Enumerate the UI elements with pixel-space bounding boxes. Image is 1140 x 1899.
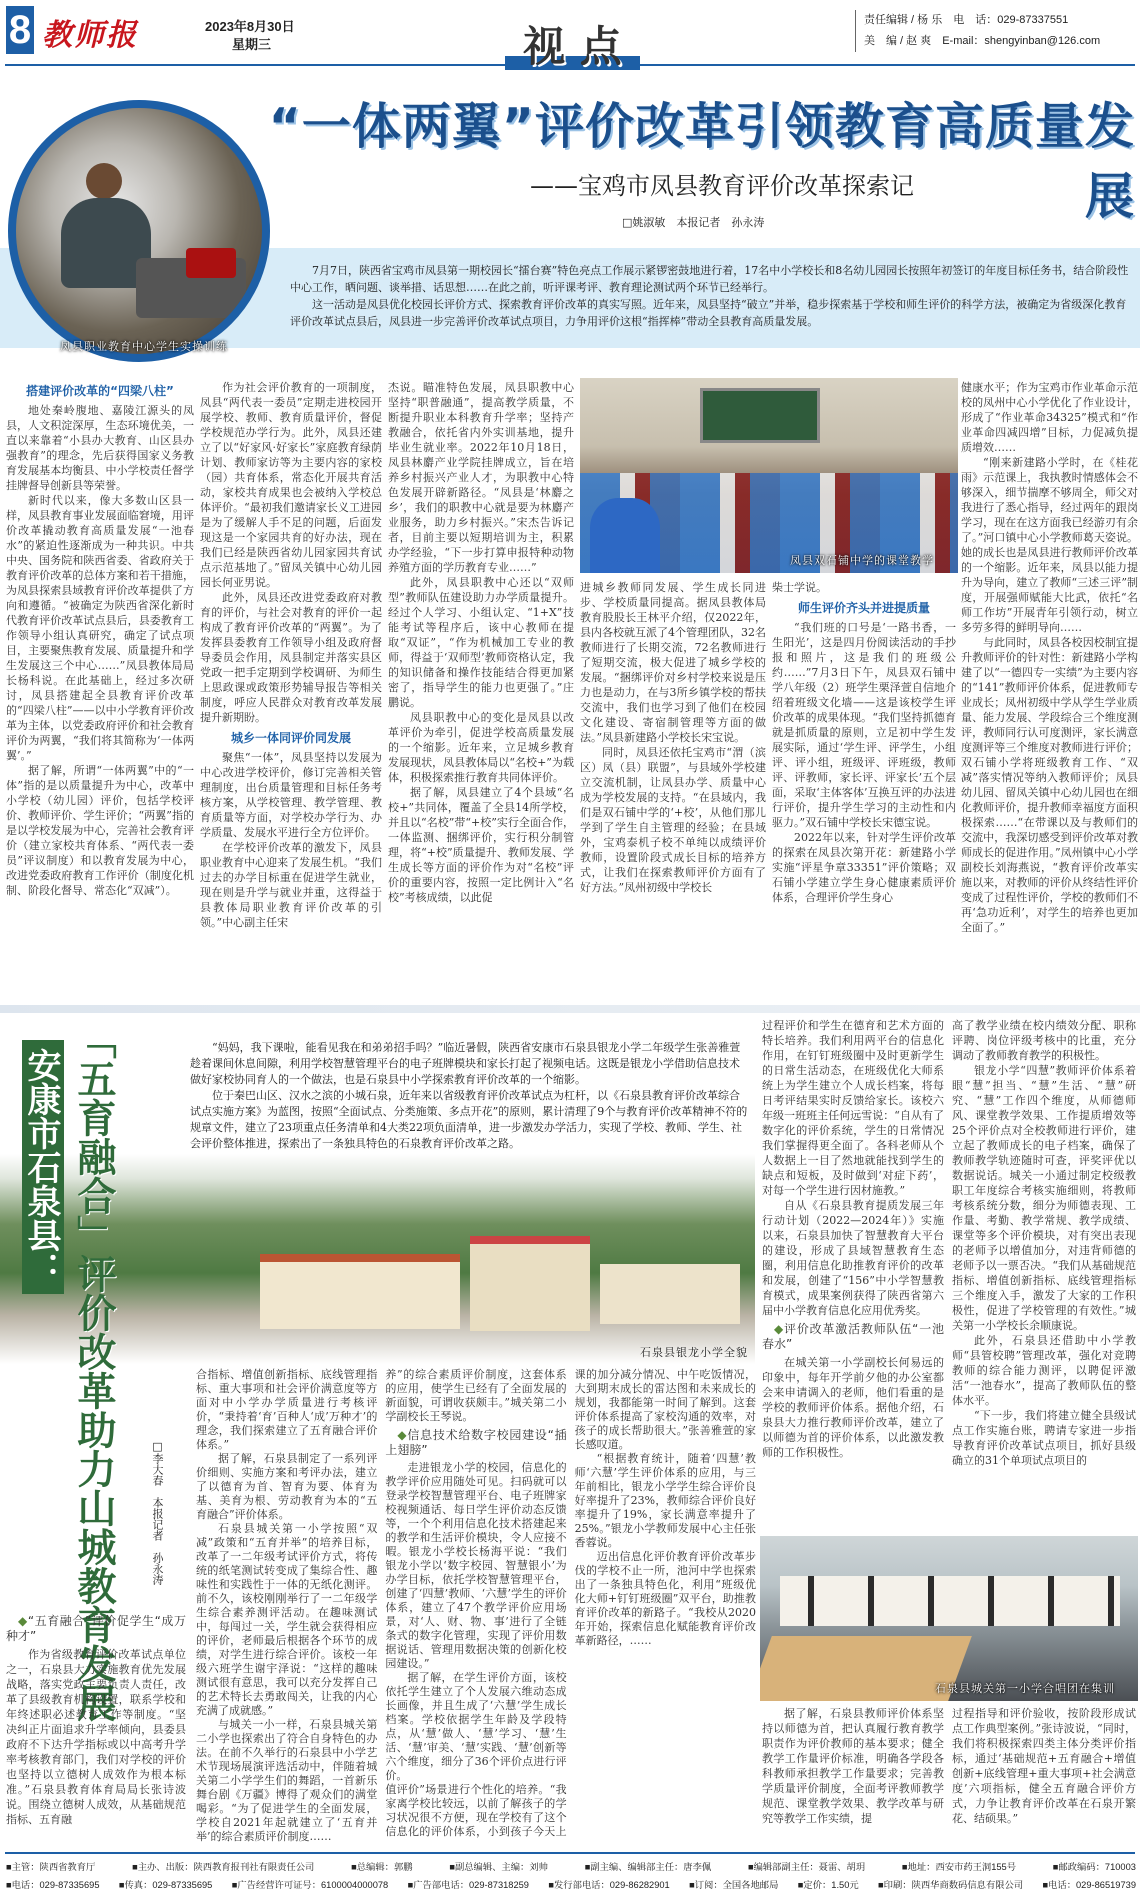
paragraph: 过程指导和评价验收，按阶段形成试点工作典型案例。”张诗波说，“同时，我们将积极探索四类主体分类评价指标，通过‘基础规范+五育融合+增值创新+底线管理+重大事项+社会满意度’六项指标，健全五育融合评价方式，力争让教育评价改革在石泉开繁花、结硕果。” xyxy=(952,1707,1136,1825)
a2-column-7 xyxy=(762,1706,944,1826)
footer-item: ■总编辑：郭鹏 xyxy=(351,1862,413,1872)
intro-text xyxy=(290,262,1130,330)
editor-line: 责任编辑 / 杨 乐 电 话：029-87337551 xyxy=(864,14,1069,26)
intro-paragraph: 位于秦巴山区、汉水之滨的小城石泉，近年来以省级教育评价改革试点为杠杆，以《石泉县教育评价改革综合试点实施方案》为蓝图，按照“全面试点、分类施策、多点开花”的原则，累计清理了9个与教育评价改革精神不符的规章文件，建立了23项重点任务清单和4大类22项负面清单，进一步激发办学活力，实现了学校、教师、学生、社会评价整体推进，探索出了一条独具特色的石泉教育评价改革之路。 xyxy=(190,1089,748,1150)
footer-item: ■定价：1.50元 xyxy=(797,1880,859,1890)
footer-item: ■电话：029-87335695 xyxy=(6,1880,100,1890)
paragraph: 与此同时，凤县各校因校制宜提升教师评价的针对性：新建路小学构建了以“一德四专一实绩”为主要内容的“141”教师评价体系，促进教师专业成长；凤州初级中学从学生学业质量、能力发展、学段综合三个维度测评，教师同行认可度测评，家长满意度测评等三个维度对教师进行评价；双石铺小学将班级教育工作、“双减”落实情况等纳入教师评价；凤县幼儿园、留凤关镇中心幼儿园也在细化教师评价，提升教师幸福度方面积极探索……“在带课以及与教师们的交流中，我深切感受到评价改革对教师成长的促进作用。”凤州镇中心小学副校长刘海燕说，“教育评价改革实施以来，对教师的评价从终结性评价变成了过程性评价，学校的教师们不再‘急功近利’，对学生的培养也更加全面了。” xyxy=(961,636,1138,934)
paragraph: “我们班的口号是‘一路书香，一生阳光’，这是四月份阅读活动的手抄报和照片，这是我们的班级公约……”7月3日下午，凤县双石铺中学八年级（2）班学生栗泽萱自信地介绍着班级文化墙——这是该校学生评价改革的成果体现。“我们坚持抓德育就是抓质量的原则，立足初中学生发展实际，通过‘学生评、评学生，小组评、评小组，班级评、评班级，教师评、评教师，家长评、评家长’五个层面，采取‘主体客体’互换互评的办法进行评价，提升学生学习的主动性和内驱力。”双石铺中学校长宋德宝说。 xyxy=(772,621,956,829)
subheading: ◆评价改革激活教师队伍“一池春水” xyxy=(762,1322,945,1351)
paragraph: 地处秦岭腹地、嘉陵江源头的凤县，人文积淀深厚，生态环境优美，一直以来靠着“小县办大教育、山区县办强教育”的理念，先后获得国家义务教育发展基本均衡县、中小学校责任督学挂牌督导创新县等荣誉。 xyxy=(6,404,194,492)
a1-column-3 xyxy=(388,380,574,905)
paragraph: 新时代以来，像大多数山区县一样，凤县教育事业发展面临窘境，用评价改革撬动教育高质量发展“一池春水”的紧迫性逐渐成为一种共识。中共中央、国务院和陕西省委、省政府关于教育评价改革的总体方案和若干措施，为凤县探索县域教育评价改革提供了方向和遵循。“被确定为陕西省深化新时代教育评价改革试点县后，县委教育工作领导小组认真研究，确定了试点项目，主要聚焦教育发展、质量提升和学生发展这三个中心……”凤县教体局局长杨科说。在此基础上，经过多次研讨，凤县搭建起全县教育评价改革的“四梁八柱”——以中小学教育评价改革为主体，以党委政府评价和社会教育评价为两翼，“我们将其简称为‘一体两翼’。” xyxy=(6,494,194,762)
paragraph: 在城关第一小学副校长何易远的印象中，每年开学前夕他的办公室都会来申请调入的老师，他们看重的是学校的教师评价体系。据他介绍，石泉县大力推行教师评价改革，建立了以师德为首的评价体系，以此激发教师的工作积极性。 xyxy=(762,1356,944,1459)
paragraph: 此外，石泉县还借助中小学教师“县管校聘”管理改革，强化对竞聘教师的综合能力测评，以聘促评激活“一池春水”，提高了教师队伍的整体水平。 xyxy=(952,1334,1136,1407)
a2-bottom-columns xyxy=(196,1368,756,1846)
a2-byline: □李大春 本报记者 孙永涛 xyxy=(151,1440,164,1585)
paragraph: 自从《石泉县教育提质发展三年行动计划（2022—2024年）》实施以来，石泉县加快了智慧教育大平台的建设，形成了县域智慧教育生态圈，利用信息化助推教育评价的改革和发展，创建了“156”中小学智慧教育模式，成果案例获得了陕西省第六届中小学教育信息化应用优秀奖。 xyxy=(762,1199,944,1317)
a2-column-1 xyxy=(6,1610,186,1827)
footer-item: ■邮政编码：710003 xyxy=(1052,1862,1136,1872)
classroom-photo-caption: 凤县双石铺中学的课堂教学 xyxy=(790,554,934,567)
diamond-icon: ◆ xyxy=(774,1322,785,1336)
footer-item: ■广告部电话：029-87318259 xyxy=(407,1880,529,1890)
footer-item: ■电话：029-86519739 xyxy=(1042,1880,1136,1890)
footer-item: ■发行部电话：029-86282901 xyxy=(548,1880,670,1890)
subheading: 搭建评价改革的“四梁八柱” xyxy=(26,384,174,398)
paragraph: 作为社会评价教育的一项制度，凤县“两代表一委员”定期走进校园开展学校、教师、教育质量评价，督促学校规范办学行为。此外，凤县还建立了以“好家风·好家长”家庭教育绿荫计划、教师家访等为主要内容的家校（园）共育体系，常态化开展共育活动，家校共育成果也会被纳入学校总体评价。“最初我们邀请家长义工进园是为了缓解人手不足的问题，后面发现这是一个家园共育的好办法，现在我们已经是陕西省幼儿园家园共育试点示范基地了。”留凤关镇中心幼儿园园长何亚男说。 xyxy=(200,381,382,589)
subheading: 师生评价齐头并进提质量 xyxy=(797,601,930,615)
issue-date: 2023年8月30日 xyxy=(205,19,295,34)
footer-row-2 xyxy=(6,1876,1136,1894)
paragraph: 与城关一小一样，石泉县城关第二小学也探索出了符合自身特色的办法。在前不久举行的石泉县中小学艺术节现场展演评选活动中，伴随着城关第二小学学生们的舞蹈，一首新乐舞台剧《万疆》博得了观众们的满堂喝彩。“为了促进学生的全面发展，学校自2021年起就建立了‘五育并举’的综合素质评价制度…… xyxy=(196,1718,378,1843)
paragraph: 高了教学业绩在校内绩效分配、职称评聘、岗位评级考核中的比重，充分调动了教师教育教学的积极性。 xyxy=(952,1019,1136,1062)
footer-item: ■编辑部副主任：聂雷、胡玥 xyxy=(747,1862,866,1872)
paragraph: 健康水平；作为宝鸡市作业革命示范校的凤州中心小学优化了作业设计，形成了“作业革命34325”模式和“作业革命四减四增”目标，力促减负提质增效…… xyxy=(961,381,1138,454)
paragraph: “下一步，我们将建立健全县级试点工作实施台账，聘请专家进一步指导教育评价改革试点项目，抓好县级确立的31个单项试点项目的 xyxy=(952,1409,1136,1467)
paragraph: 银龙小学“四慧”教师评价体系着眼“慧”担当、“慧”生活、“慧”研究、“慧”工作四个维度，从师德师风、课堂教学效果、工作提质增效等25个评价点对全校教师进行评价，建立起了教师成长的电子档案，确保了教师教学轨迹随时可查，评奖评优以数据说话。城关一小通过制定校级教职工年度综合考核实施细则，将教师考核系统分数，细分为师德表现、工作量、考勤、教学常规、教学成绩、课堂等多个评价模块，对有突出表现的老师予以增值加分，对违背师德的老师予以一票否决。“我们从基础规范指标、增值创新指标、底线管理指标三个维度入手，激发了大家的工作积极性，促进了学校管理的有效性。”城关第一小学校长余顺康说。 xyxy=(952,1064,1136,1332)
paragraph: 杰说。瞄准特色发展，凤县职教中心坚持“职普融通”，提高教学质量，不断提升职业本科教育升学率；坚持产教融合，依托省内外实训基地，提升毕业生就业率。2022年10月18日，凤县林麝产业学院挂牌成立，旨在培养乡村振兴产业人才，为职教中心特色发展开辟新路径。“凤县是‘林麝之乡’，我们的职教中心就是要为林麝产业服务，助力乡村振兴。”宋杰告诉记者，目前主要以短期培训为主，积累办学经验，“下一步打算申报特种动物养殖方面的学历教育专业……” xyxy=(388,381,574,574)
intro-paragraph: 这一活动是凤县优化校园长评价方式、探索教育评价改革的真实写照。近年来，凤县坚持“破立”并举，稳步探索基于学校和师生评价的科学方法，被确定为省级深化教育评价改革试点县后，凤县进一步完善评价改革试点项目，力争用评价这根“指挥棒”带动全县教育高质量发展。 xyxy=(290,298,1127,328)
page-number: 8 xyxy=(6,6,34,54)
footer-item: ■主管：陕西省教育厅 xyxy=(6,1862,96,1872)
paragraph: 此外，凤县职教中心还以“双师型”教师队伍建设助力办学质量提升。经过个人学习、小组认定、“1+X”技能考试等程序后，该中心教师在提取“双证”，“作为机械加工专业的教师，得益于‘双师型’教师资格认定，我的知识储备和操作技能结合得更加紧密了，指导学生的能力也更强了。”庄鹏说。 xyxy=(388,576,574,709)
intro-paragraph: 7月7日，陕西省宝鸡市凤县第一期校园长“擂台赛”特色亮点工作展示紧锣密鼓地进行着，17名中小学校长和8名幼儿园园长按照年初签订的年度目标任务书，结合阶段性中心工作，晒问题、谈举措、话思想……在此之前，听评课考评、教育理论测试两个环节已经举行。 xyxy=(290,264,1129,294)
newspaper-logo: 教师报 xyxy=(42,18,138,53)
byline: □姚淑敏 本报记者 孙永涛 xyxy=(622,216,765,229)
paragraph: 走进银龙小学的校园，信息化的教学评价应用随处可见。扫码就可以登录学校智慧管理平台、电子班牌家校视频通话、每日学生评价动态反馈等，一个个利用信息化技术搭建起来的教学和生活评价模块，令人应接不暇。银龙小学校长杨海平说：“我们银龙小学以‘数字校园、智慧银小’为办学目标，依托学校智慧管理平台，创建了‘四慧’教师、‘六慧’学生的评价体系，建立了47个教学评价应用场景，对‘人、财、物、事’进行了全链条式的数字化管理，实现了评价用数据说话、管理用数据决策的创新化校园建设。” xyxy=(385,1461,567,1670)
diamond-icon: ◆ xyxy=(397,1428,408,1442)
headline: “一体两翼”评价改革引领教育高质量发展 xyxy=(268,98,1135,225)
subheading: ◆“五育融合”评价促学生“成万种才” xyxy=(6,1614,186,1643)
art-editor-line: 美 编 / 赵 爽 E-mail：shengyinban@126.com xyxy=(864,35,1101,47)
paragraph: 进城乡教师同发展、学生成长同进步、学校质量同提高。据凤县教体局教育股股长王林平介绍，仅2022年，县内各校就互派了4个管理团队，32名教师进行了长期交流，72名教师进行了短期交流，极大促进了城乡学校的发展。“捆绑评价对乡村学校来说是压力也是动力，在与3所乡镇学校的帮扶交流中，我们也学习到了他们在校园文化建设、寄宿制管理等方面的做法。”凤县新建路小学校长宋宝说。 xyxy=(580,581,766,744)
a1-column-4 xyxy=(580,580,766,895)
paragraph: 值评价”场景进行个性化的培养。“我家离学校比较远，以前了解孩子的学习状况很不方便，现在学校有了这个信息化的评价体系，小到孩子今天上课的加分减分情况、中午吃饭情况，大到期末成长的雷达图和未来成长的规划，我都能第一时间了解到。这套评价体系提高了家校沟通的效率，对孩子的成长帮助很大。”张善雅萱的家长感叹道。 xyxy=(385,1368,756,1838)
paragraph: 石泉县城关第一小学按照“双减”政策和“五育并举”的培养目标，改革了一二年级考试评价方式，将传统的纸笔测试转变成了集综合性、趣味性和实践性于一体的无纸化测评。前不久，该校刚刚举行了一二年级学生综合素养测评活动。在趣味测试中，每闯过一关，学生就会获得相应的评价，老师最后根据各个环节的成绩，对学生进行综合评价。该校一年级六班学生谢宇泽说：“这样的趣味测试很有意思，我可以充分发挥自己的艺术特长去勇敢闯关，让我的内心充满了成就感。” xyxy=(196,1522,378,1717)
paragraph: 作为省级教育评价改革试点单位之一，石泉县大力实施教育优先发展战略，落实党政主要负责人责任，改革了县级教育机构设置，联系学校和年终述职必述教育工作等制度。“坚决纠正片面追求升学率倾向，县委县政府不下达升学指标或以中高考升学率考核教育部门，我们对学校的评价也坚持以立德树人成效作为根本标准。”石泉县教育体育局局长张诗波说。围绕立德树人成效，从基础规范指标、五育融 xyxy=(6,1648,186,1826)
a1-column-1 xyxy=(6,378,194,898)
paragraph: “根据教育统计，随着‘四慧’教师‘六慧’学生评价体系的应用，与三年前相比，银龙小学学生综合评价良好率提升了23%，教师综合评价良好率提升了19%，家长满意率提升了25%。”银龙小学教师发展中心主任张香蓉说。 xyxy=(574,1452,756,1549)
landscape-photo-caption: 石泉县银龙小学全貌 xyxy=(640,1346,748,1359)
paragraph: 据了解，石泉县教师评价体系坚持以师德为首，把认真履行教育教学职责作为评价教师的基本要求；健全教学工作量评价标准，明确各学段各科教师承担教学工作量要求；完善教学质量评价制度，全面考评教师教学规范、课堂教学效果、教学改革与研究等教学工作实绩，提 xyxy=(762,1707,944,1825)
footer-item: ■副总编辑、主编：刘帅 xyxy=(449,1862,548,1872)
paragraph: 聚焦“一体”，凤县坚持以发展为中心改进学校评价，修订完善相关管理制度，出台质量管理和目标任务考核方案，从学校管理、教学管理、教育质量等方面，对学校办学行为、办学质量、发展水平进行全方位评价。 xyxy=(200,751,382,839)
subheading: 城乡一体同评价同发展 xyxy=(230,731,351,745)
paragraph: 据了解，凤县建立了4个县域“名校+”共同体，覆盖了全县14所学校，并且以“名校”带“+校”实行全面合作，一体监测、捆绑评价，实行积分制管理，将“+校”质量提升、教师发展、学生成长等方面的评价作为对“名校”评价的重要内容，按照一定比例计入“名校”考核成绩，以此促 xyxy=(388,786,574,904)
footer-row-1 xyxy=(6,1858,1136,1876)
article-divider xyxy=(0,1005,1140,1013)
circle-photo xyxy=(8,100,270,362)
section-title: 视 点 xyxy=(523,22,622,71)
paragraph: 在学校评价改革的激发下，凤县职业教育中心迎来了发展生机。“我们过去的办学目标重在促进学生就业，现在则是升学与就业并重，这得益于县教体局职业教育评价改革的引领。”中心副主任宋 xyxy=(200,841,382,929)
footer-rule xyxy=(5,1852,1135,1854)
paragraph: 迈出信息化评价教育评价改革步伐的学校不止一所，池河中学也探索出了一条独具特色化，利用“班级优化大师+钉钉班级圈”双平台，助推教育评价改革的新路子。“我校从2020年开始，探索信息化赋能教育评价改革新路径，…… xyxy=(574,1550,756,1647)
diamond-icon: ◆ xyxy=(18,1614,28,1628)
circle-photo-caption: 凤县职业教育中心学生实操训练 xyxy=(60,340,228,353)
issue-weekday: 星期三 xyxy=(232,37,272,52)
classroom-photo xyxy=(580,378,958,573)
paragraph: 合指标、增值创新指标、底线管理指标、重大事项和社会评价满意度等方面对中小学办学质量进行考核评价，“秉持着‘育’百种人‘成’万种才’的理念，我们探索建立了五育融合评价体系。” xyxy=(196,1368,378,1451)
editor-info xyxy=(855,10,1100,52)
subtitle: ——宝鸡市凤县教育评价改革探索记 xyxy=(530,172,914,200)
a2-headline: 「五育融合」评价改革助力山城教育发展 xyxy=(71,1020,116,1722)
a2-title-location: 安康市石泉县： xyxy=(22,1040,64,1294)
footer-item: ■地址：西安市药王洞155号 xyxy=(901,1862,1017,1872)
footer-item: ■主办、出版：陕西教育报刊社有限责任公司 xyxy=(132,1862,315,1872)
choir-photo xyxy=(760,1536,1138,1701)
intro-paragraph: “妈妈，我下课啦，能看见我在和弟弟招手吗？”临近暑假，陕西省安康市石泉县银龙小学二年级学生张善雅萱趁着课间休息间隙，利用学校智慧管理平台的电子班牌模块和家长打起了视频电话。这既是银龙小学借助信息技术做好家校协同育人的一个做法，也是石泉县中小学探索教育评价改革的一个缩影。 xyxy=(190,1041,741,1086)
choir-photo-caption: 石泉县城关第一小学合唱团在集训 xyxy=(935,1682,1115,1695)
a2-column-5 xyxy=(762,1018,944,1460)
paragraph: 同时，凤县还依托宝鸡市“渭（滨区）凤（县）联盟”，与县域外学校建立交流机制，让凤县办学、质量中心成为学校发展的支持。“在县域内，我们是双石铺中学的‘+校’，从他们那儿学到了学生自主管理的经验；在县域外，宝鸡泰机子校不单纯以成绩评价教师，设置阶段式成长目标的培养方式，让我们在探索教师评价方面有了好方法。”凤州初级中学校长 xyxy=(580,746,766,894)
a1-column-2 xyxy=(200,380,382,930)
footer-item: ■印刷：陕西华商数码信息有限公司 xyxy=(878,1880,1024,1890)
paragraph: 据了解，石泉县制定了一系列评价细则、实施方案和考评办法，建立了以德育为首、智育为要、体育为基、美育为根、劳动教育为本的“五育融合”评价体系。 xyxy=(196,1452,378,1521)
paragraph: “刚来新建路小学时，在《桂花雨》示范课上，我执教时情感体会不够深入，细节揣摩不够周全，师父对我进行了悉心指导，经过两年的跟岗学习，现在在这方面我已经游刃有余了。”河口镇中心小学教师葛天姿说。她的成长也是凤县进行教师评价改革的一个缩影。近年来，凤县以能力提升为导向，建立了教师“三述三评”制度，开展强师赋能大比武，依托“名师工作坊”开展青年引领行动，树立多劳多得的鲜明导向…… xyxy=(961,456,1138,634)
footer-item: ■副主编、编辑部主任：唐李佩 xyxy=(584,1862,712,1872)
a2-column-6 xyxy=(952,1018,1136,1468)
a1-column-5 xyxy=(772,580,956,905)
a2-intro xyxy=(190,1040,750,1152)
paragraph: 据了解，在学生评价方面，该校依托学生建立了个人发展六维动态成长画像，并且生成了‘六慧’学生成长档案。学校依据学生年龄及学段特点，从‘慧’做人、‘慧’学习、‘慧’生活、‘慧’审美、‘慧’实践、‘慧’创新等六个维度，细分了36个评价点进行评价。 xyxy=(385,1671,567,1782)
footer-imprint xyxy=(6,1858,1136,1894)
paragraph: 凤县职教中心的变化是凤县以改革评价为牵引，促进学校高质量发展的一个缩影。近年来，立足城乡教育发展现状，凤县教体局以“名校+”为载体，积极探索推行教育共同体评价。 xyxy=(388,711,574,784)
paragraph: 此外，凤县还改进党委政府对教育的评价，与社会对教育的评价一起构成了教育评价改革的“两翼”。为了发挥县委教育工作领导小组及政府督导委员会作用，凤县制定并落实县区党政一把手定期到学校调研、为师生上思政课或政策形势辅导报告等相关制度，呼应人民群众对教育改革发展提升新期盼。 xyxy=(200,591,382,724)
paragraph: 养”的综合素质评价制度，这套体系的应用，使学生已经有了全面发展的新面貌，可谓收获颇丰。”城关第二小学副校长王琴说。 xyxy=(385,1368,567,1423)
paragraph: 据了解，所谓“一体两翼”中的“一体”指的是以质量提升为中心，改革中小学校（幼儿园）评价，包括学校评价、教师评价、学生评价；“两翼”指的是以学校发展为中心，完善社会教育评价（建立家校共育体系、“两代表一委员”评议制度）和以教育发展为中心，改进党委政府教育工作评价（制度化机制、阶段化督导、常态化“双减”）。 xyxy=(6,764,194,897)
subheading: ◆信息技术给数字校园建设“插上翅膀” xyxy=(385,1428,567,1457)
footer-item: ■订阅：全国各地邮局 xyxy=(689,1880,779,1890)
paragraph: 柴士学说。 xyxy=(772,581,827,594)
footer-item: ■广告经营许可证号：6100004000078 xyxy=(231,1880,389,1890)
a1-column-6 xyxy=(961,380,1138,935)
paragraph: 2022年以来，针对学生评价改革的探索在凤县次第开花：新建路小学实施“评星争章33351”评价策略；双石铺小学建立学生身心健康素质评价体系，合理评价学生身心 xyxy=(772,831,956,904)
paragraph: 过程评价和学生在德育和艺术方面的特长培养。我们利用两平台的信息化作用，在钉钉班级圈中及时更新学生的日常生活动态，在班级优化大师系统上为学生建立个人成长档案，将每日考评结果实时反馈给家长。该校六年级一班班主任何远雪说：“自从有了数字化的评价系统，学生的日常情况我们掌握得更全面了。各科老师从个人数据上一目了然地就能找到学生的缺点和短板，及时做到‘对症下药’，对每一个学生进行因材施教。” xyxy=(762,1019,944,1197)
a2-column-8 xyxy=(952,1706,1136,1826)
footer-item: ■传真：029-87335695 xyxy=(118,1880,213,1890)
